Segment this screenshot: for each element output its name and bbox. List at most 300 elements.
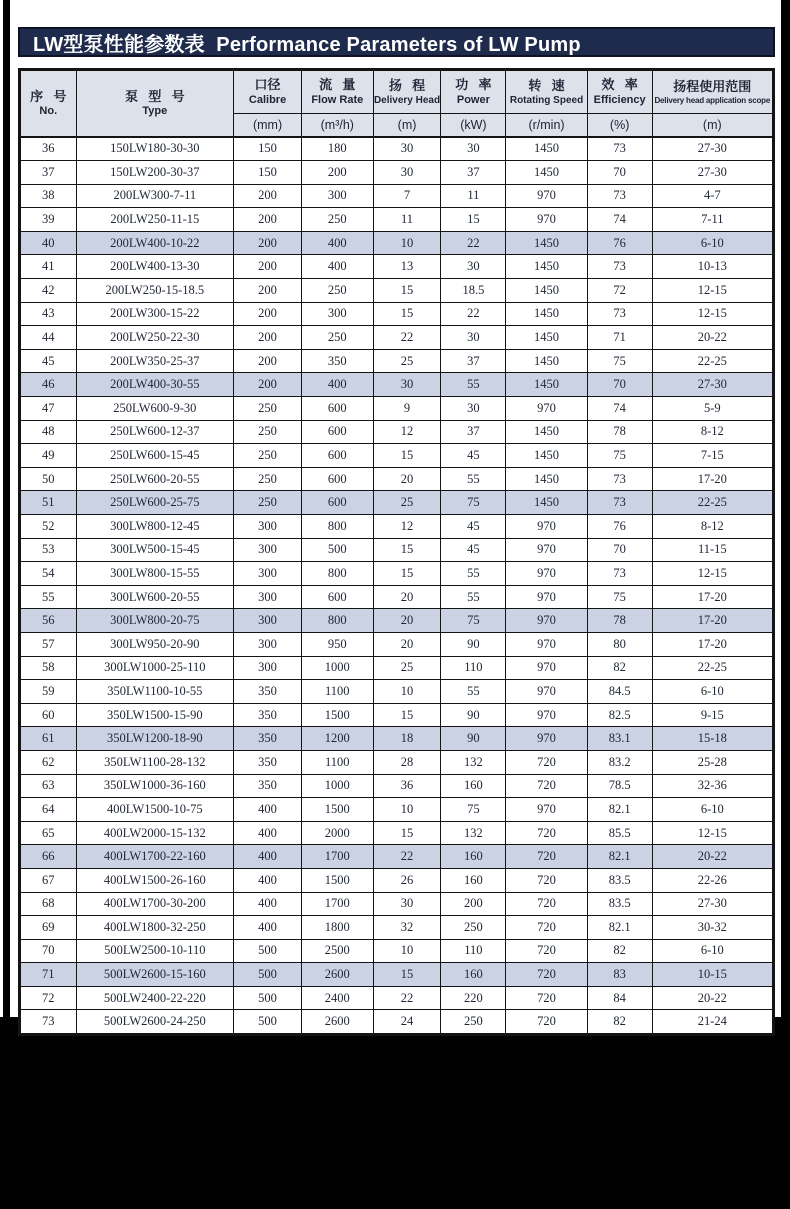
cell-flow-rate: 1800 [301,916,373,940]
cell-no: 57 [20,632,77,656]
cell-no: 36 [20,137,77,161]
cell-calibre: 300 [234,632,302,656]
cell-efficiency: 75 [587,444,652,468]
cell-calibre: 350 [234,703,302,727]
cell-delivery-head: 12 [373,515,441,539]
table-row [20,916,774,940]
cell-rotating-speed: 970 [506,680,587,704]
cell-calibre: 500 [234,1010,302,1035]
cell-type: 350LW1000-36-160 [76,774,234,798]
cell-type: 500LW2400-22-220 [76,986,234,1010]
cell-power: 110 [441,656,506,680]
cell-power: 110 [441,939,506,963]
cell-calibre: 350 [234,727,302,751]
cell-power: 22 [441,231,506,255]
cell-no: 68 [20,892,77,916]
cell-scope: 21-24 [652,1010,773,1035]
cell-power: 160 [441,845,506,869]
table-row [20,892,774,916]
table-row [20,656,774,680]
cell-type: 400LW1500-10-75 [76,798,234,822]
cell-rotating-speed: 970 [506,632,587,656]
cell-rotating-speed: 1450 [506,467,587,491]
cell-flow-rate: 600 [301,467,373,491]
cell-power: 160 [441,774,506,798]
cell-rotating-speed: 720 [506,892,587,916]
cell-type: 400LW1700-30-200 [76,892,234,916]
cell-no: 56 [20,609,77,633]
cell-delivery-head: 20 [373,609,441,633]
cell-flow-rate: 1500 [301,703,373,727]
cell-power: 160 [441,868,506,892]
cell-delivery-head: 32 [373,916,441,940]
title-bar [18,27,775,57]
cell-power: 90 [441,727,506,751]
table-body [20,137,774,1035]
cell-scope: 8-12 [652,515,773,539]
cell-type: 200LW300-7-11 [76,184,234,208]
unit-delivery-head: (m) [373,114,441,137]
cell-type: 400LW1500-26-160 [76,868,234,892]
cell-type: 400LW2000-15-132 [76,821,234,845]
cell-calibre: 500 [234,986,302,1010]
cell-delivery-head: 18 [373,727,441,751]
cell-scope: 17-20 [652,467,773,491]
cell-flow-rate: 200 [301,161,373,185]
cell-type: 150LW200-30-37 [76,161,234,185]
cell-calibre: 350 [234,774,302,798]
cell-scope: 22-25 [652,491,773,515]
table-row [20,821,774,845]
cell-efficiency: 70 [587,161,652,185]
table-row [20,444,774,468]
cell-power: 30 [441,397,506,421]
table-row [20,326,774,350]
cell-delivery-head: 11 [373,208,441,232]
cell-delivery-head: 10 [373,798,441,822]
cell-flow-rate: 2500 [301,939,373,963]
cell-efficiency: 83.1 [587,727,652,751]
cell-power: 250 [441,916,506,940]
cell-calibre: 350 [234,750,302,774]
cell-efficiency: 76 [587,231,652,255]
cell-scope: 32-36 [652,774,773,798]
cell-calibre: 200 [234,326,302,350]
cell-type: 200LW400-10-22 [76,231,234,255]
cell-type: 500LW2600-24-250 [76,1010,234,1035]
cell-scope: 6-10 [652,798,773,822]
cell-power: 37 [441,349,506,373]
cell-scope: 17-20 [652,632,773,656]
cell-type: 400LW1800-32-250 [76,916,234,940]
cell-efficiency: 73 [587,467,652,491]
cell-no: 64 [20,798,77,822]
cell-scope: 20-22 [652,986,773,1010]
cell-type: 350LW1100-10-55 [76,680,234,704]
cell-calibre: 250 [234,444,302,468]
cell-delivery-head: 22 [373,986,441,1010]
table-row [20,632,774,656]
cell-type: 350LW1500-15-90 [76,703,234,727]
cell-delivery-head: 22 [373,845,441,869]
cell-delivery-head: 15 [373,279,441,303]
table-row [20,420,774,444]
cell-delivery-head: 15 [373,538,441,562]
cell-no: 73 [20,1010,77,1035]
cell-delivery-head: 36 [373,774,441,798]
cell-no: 40 [20,231,77,255]
cell-delivery-head: 9 [373,397,441,421]
col-header-scope: 扬程使用范围 Delivery head application scope [652,70,773,114]
cell-delivery-head: 10 [373,939,441,963]
table-row [20,963,774,987]
cell-flow-rate: 600 [301,444,373,468]
table-row [20,585,774,609]
cell-efficiency: 73 [587,562,652,586]
cell-no: 62 [20,750,77,774]
cell-rotating-speed: 720 [506,939,587,963]
cell-delivery-head: 10 [373,231,441,255]
cell-delivery-head: 20 [373,467,441,491]
cell-efficiency: 80 [587,632,652,656]
cell-power: 132 [441,750,506,774]
cell-rotating-speed: 970 [506,184,587,208]
cell-delivery-head: 25 [373,349,441,373]
cell-type: 350LW1200-18-90 [76,727,234,751]
cell-type: 150LW180-30-30 [76,137,234,161]
table-header [20,70,774,137]
table-row [20,727,774,751]
cell-rotating-speed: 970 [506,538,587,562]
cell-power: 55 [441,467,506,491]
cell-type: 500LW2600-15-160 [76,963,234,987]
cell-power: 11 [441,184,506,208]
cell-flow-rate: 2400 [301,986,373,1010]
cell-type: 250LW600-12-37 [76,420,234,444]
cell-scope: 20-22 [652,845,773,869]
col-header-calibre: 口径 Calibre [234,70,302,114]
cell-flow-rate: 800 [301,609,373,633]
cell-scope: 17-20 [652,609,773,633]
cell-calibre: 300 [234,515,302,539]
cell-scope: 7-11 [652,208,773,232]
cell-delivery-head: 15 [373,444,441,468]
cell-efficiency: 83.2 [587,750,652,774]
cell-efficiency: 82 [587,939,652,963]
cell-type: 300LW800-15-55 [76,562,234,586]
cell-rotating-speed: 970 [506,727,587,751]
cell-delivery-head: 30 [373,137,441,161]
cell-no: 66 [20,845,77,869]
cell-flow-rate: 400 [301,255,373,279]
table-row [20,349,774,373]
performance-parameters-table [18,68,775,1036]
table-row [20,609,774,633]
cell-power: 18.5 [441,279,506,303]
cell-calibre: 300 [234,562,302,586]
cell-rotating-speed: 720 [506,845,587,869]
cell-scope: 12-15 [652,279,773,303]
cell-power: 45 [441,515,506,539]
cell-flow-rate: 250 [301,326,373,350]
cell-efficiency: 70 [587,538,652,562]
col-header-delivery-head: 扬 程 Delivery Head [373,70,441,114]
cell-type: 200LW400-30-55 [76,373,234,397]
cell-rotating-speed: 970 [506,703,587,727]
cell-power: 75 [441,491,506,515]
cell-scope: 17-20 [652,585,773,609]
cell-rotating-speed: 1450 [506,279,587,303]
cell-calibre: 400 [234,845,302,869]
cell-power: 30 [441,255,506,279]
cell-type: 200LW250-15-18.5 [76,279,234,303]
cell-flow-rate: 600 [301,585,373,609]
table-row [20,373,774,397]
cell-calibre: 350 [234,680,302,704]
cell-efficiency: 75 [587,585,652,609]
cell-calibre: 200 [234,302,302,326]
cell-scope: 12-15 [652,562,773,586]
page-bottom-band [0,1017,790,1209]
cell-type: 300LW950-20-90 [76,632,234,656]
cell-type: 300LW600-20-55 [76,585,234,609]
cell-calibre: 200 [234,184,302,208]
cell-efficiency: 84 [587,986,652,1010]
cell-delivery-head: 26 [373,868,441,892]
cell-efficiency: 85.5 [587,821,652,845]
cell-efficiency: 82.1 [587,798,652,822]
cell-rotating-speed: 970 [506,208,587,232]
cell-rotating-speed: 970 [506,397,587,421]
cell-efficiency: 82 [587,1010,652,1035]
cell-scope: 9-15 [652,703,773,727]
table-row [20,939,774,963]
cell-delivery-head: 22 [373,326,441,350]
table-row [20,515,774,539]
cell-flow-rate: 1700 [301,892,373,916]
cell-rotating-speed: 1450 [506,373,587,397]
cell-calibre: 200 [234,349,302,373]
col-header-rotating-speed: 转 速 Rotating Speed [506,70,587,114]
table-row [20,986,774,1010]
col-header-type: 泵 型 号 Type [76,70,234,137]
cell-no: 59 [20,680,77,704]
cell-rotating-speed: 1450 [506,420,587,444]
cell-type: 250LW600-9-30 [76,397,234,421]
cell-calibre: 200 [234,231,302,255]
cell-no: 43 [20,302,77,326]
cell-flow-rate: 1000 [301,656,373,680]
cell-power: 30 [441,326,506,350]
cell-rotating-speed: 970 [506,656,587,680]
table-row [20,538,774,562]
table-row [20,255,774,279]
cell-type: 250LW600-15-45 [76,444,234,468]
cell-type: 400LW1700-22-160 [76,845,234,869]
table-row [20,184,774,208]
cell-type: 300LW800-12-45 [76,515,234,539]
cell-flow-rate: 1000 [301,774,373,798]
cell-efficiency: 82.5 [587,703,652,727]
cell-flow-rate: 800 [301,562,373,586]
cell-calibre: 300 [234,585,302,609]
cell-scope: 25-28 [652,750,773,774]
cell-scope: 5-9 [652,397,773,421]
table-row [20,703,774,727]
cell-power: 200 [441,892,506,916]
cell-flow-rate: 400 [301,231,373,255]
cell-rotating-speed: 970 [506,609,587,633]
cell-efficiency: 83.5 [587,892,652,916]
cell-rotating-speed: 1450 [506,444,587,468]
cell-scope: 10-15 [652,963,773,987]
cell-scope: 22-26 [652,868,773,892]
table-row [20,868,774,892]
cell-power: 75 [441,798,506,822]
cell-no: 38 [20,184,77,208]
cell-rotating-speed: 1450 [506,326,587,350]
cell-power: 160 [441,963,506,987]
cell-delivery-head: 28 [373,750,441,774]
cell-efficiency: 84.5 [587,680,652,704]
cell-calibre: 150 [234,137,302,161]
cell-rotating-speed: 1450 [506,349,587,373]
cell-scope: 6-10 [652,939,773,963]
cell-rotating-speed: 720 [506,750,587,774]
cell-rotating-speed: 720 [506,1010,587,1035]
cell-type: 300LW1000-25-110 [76,656,234,680]
table-row [20,467,774,491]
cell-flow-rate: 1200 [301,727,373,751]
cell-efficiency: 74 [587,397,652,421]
table-row [20,798,774,822]
cell-efficiency: 83.5 [587,868,652,892]
cell-no: 67 [20,868,77,892]
cell-efficiency: 74 [587,208,652,232]
col-header-flow-rate: 流 量 Flow Rate [301,70,373,114]
table-row [20,491,774,515]
cell-delivery-head: 24 [373,1010,441,1035]
table-row [20,750,774,774]
cell-no: 48 [20,420,77,444]
cell-delivery-head: 30 [373,161,441,185]
cell-no: 61 [20,727,77,751]
cell-type: 250LW600-20-55 [76,467,234,491]
unit-power: (kW) [441,114,506,137]
unit-rotating-speed: (r/min) [506,114,587,137]
cell-flow-rate: 1700 [301,845,373,869]
cell-efficiency: 82 [587,656,652,680]
cell-no: 44 [20,326,77,350]
cell-delivery-head: 15 [373,821,441,845]
cell-efficiency: 71 [587,326,652,350]
cell-flow-rate: 600 [301,397,373,421]
cell-type: 500LW2500-10-110 [76,939,234,963]
cell-flow-rate: 600 [301,491,373,515]
col-header-efficiency: 效 率 Efficiency [587,70,652,114]
cell-rotating-speed: 1450 [506,231,587,255]
table-row [20,1010,774,1035]
table-row [20,845,774,869]
cell-scope: 27-30 [652,137,773,161]
cell-type: 200LW250-11-15 [76,208,234,232]
table-row [20,137,774,161]
cell-no: 52 [20,515,77,539]
unit-flow-rate: (m³/h) [301,114,373,137]
cell-rotating-speed: 1450 [506,161,587,185]
cell-flow-rate: 600 [301,420,373,444]
page-title: LW型泵性能参数表 Performance Parameters of LW Pump [33,33,581,56]
cell-efficiency: 73 [587,302,652,326]
cell-calibre: 400 [234,821,302,845]
cell-rotating-speed: 1450 [506,137,587,161]
cell-delivery-head: 25 [373,491,441,515]
cell-flow-rate: 2000 [301,821,373,845]
cell-delivery-head: 15 [373,302,441,326]
cell-efficiency: 78 [587,609,652,633]
cell-rotating-speed: 720 [506,774,587,798]
cell-scope: 20-22 [652,326,773,350]
cell-flow-rate: 2600 [301,963,373,987]
cell-calibre: 400 [234,916,302,940]
cell-delivery-head: 30 [373,892,441,916]
table-row [20,680,774,704]
cell-scope: 12-15 [652,821,773,845]
cell-no: 69 [20,916,77,940]
cell-rotating-speed: 720 [506,821,587,845]
cell-no: 50 [20,467,77,491]
cell-scope: 15-18 [652,727,773,751]
cell-no: 65 [20,821,77,845]
cell-power: 55 [441,680,506,704]
cell-power: 55 [441,585,506,609]
cell-no: 60 [20,703,77,727]
unit-calibre: (mm) [234,114,302,137]
cell-efficiency: 82.1 [587,916,652,940]
cell-efficiency: 78 [587,420,652,444]
cell-calibre: 300 [234,538,302,562]
cell-type: 200LW300-15-22 [76,302,234,326]
cell-scope: 7-15 [652,444,773,468]
cell-flow-rate: 300 [301,302,373,326]
cell-no: 49 [20,444,77,468]
cell-no: 72 [20,986,77,1010]
cell-no: 53 [20,538,77,562]
unit-efficiency: (%) [587,114,652,137]
cell-no: 37 [20,161,77,185]
cell-flow-rate: 1500 [301,798,373,822]
cell-power: 15 [441,208,506,232]
cell-calibre: 250 [234,420,302,444]
cell-power: 90 [441,632,506,656]
cell-calibre: 200 [234,373,302,397]
table-row [20,208,774,232]
table-row [20,231,774,255]
cell-calibre: 250 [234,397,302,421]
cell-type: 250LW600-25-75 [76,491,234,515]
cell-scope: 6-10 [652,680,773,704]
cell-no: 45 [20,349,77,373]
col-header-no: 序 号 No. [20,70,77,137]
cell-efficiency: 73 [587,184,652,208]
cell-scope: 12-15 [652,302,773,326]
cell-scope: 11-15 [652,538,773,562]
cell-delivery-head: 7 [373,184,441,208]
cell-delivery-head: 10 [373,680,441,704]
cell-flow-rate: 180 [301,137,373,161]
cell-calibre: 400 [234,892,302,916]
cell-rotating-speed: 970 [506,562,587,586]
